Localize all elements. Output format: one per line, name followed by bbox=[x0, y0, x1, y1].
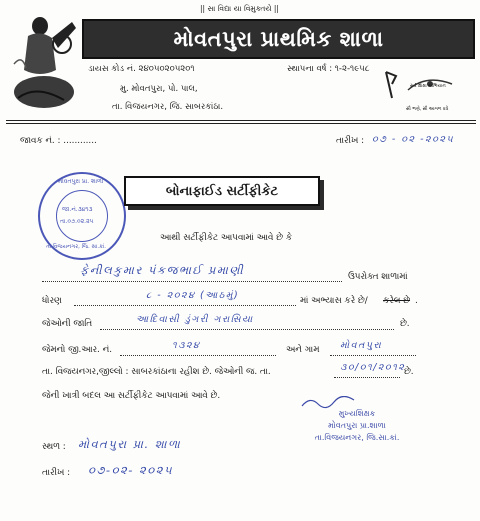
stamp-inner-ring bbox=[56, 190, 108, 242]
studying-suffix-b: કરેલ છે bbox=[383, 296, 411, 306]
signature-title: મુખ્યશિક્ષક bbox=[338, 409, 376, 418]
studying-suffix-a: માં અભ્યાસ કરે છે/ bbox=[300, 296, 368, 306]
header-rule bbox=[6, 120, 476, 121]
studying-suffix-c: . bbox=[415, 296, 418, 306]
ssa-text-2: સૌ ભણે, સૌ આગળ વધે bbox=[406, 107, 449, 112]
gr-label: જેમનો જી.આર. નં. bbox=[42, 345, 112, 355]
name-dots bbox=[42, 281, 342, 282]
gr-dots bbox=[120, 355, 276, 356]
date-label-top: તારીખ : bbox=[336, 136, 365, 146]
dob-dots bbox=[334, 377, 400, 378]
signature-school: મોવતપુરા પ્રા.શાળા bbox=[328, 421, 386, 430]
village-value: મોવતપુરા bbox=[340, 340, 383, 351]
address-line-2: તા. વિજયનગર, જિ. સાબરકાંઠા. bbox=[112, 102, 224, 112]
place-label: સ્થળ : bbox=[42, 442, 66, 452]
ssa-text-1: સર્વ શિક્ષા અભિયાન bbox=[410, 84, 446, 89]
ssa-logo bbox=[380, 70, 472, 114]
stamp-ring-bottom: તા.વિજયનગર, જિ. સા.કાં. bbox=[46, 244, 107, 250]
closing-line: જેની ખાત્રી બદલ આ સર્ટીફીકેટ આપવામાં આવે છે. bbox=[42, 391, 221, 401]
taluka-line: તા. વિજયનગર,જીલ્લો : સાબરકાંઠાના રહીશ છે. જેઓની જ. તા. bbox=[42, 367, 271, 377]
header-rule-thin bbox=[6, 123, 476, 124]
place-value: મોવતપુરા પ્રા. શાળા bbox=[78, 437, 182, 451]
certificate-intro: આથી સર્ટીફીકેટ આપવામાં આવે છે કે bbox=[160, 233, 292, 243]
signature-block bbox=[282, 408, 432, 444]
stamp-inner-line-1: જા.નં.૩૪૧૩ bbox=[62, 206, 93, 213]
student-name: ફેનીલકુમાર પંકજભાઈ પ્રમાણી bbox=[80, 263, 245, 277]
caste-suffix: છે. bbox=[400, 319, 410, 329]
standard-label: ધોરણ bbox=[42, 296, 62, 306]
stamp-inner-line-2: તા.૦૭.૦૨.૨૫ bbox=[60, 218, 94, 225]
caste-dots bbox=[100, 329, 394, 330]
village-label: અને ગામ bbox=[286, 345, 320, 355]
school-name-banner: મોવતપુરા પ્રાથમિક શાળા bbox=[82, 19, 475, 59]
caste-value: આદિવાસી ડુંગરી ગરાસિયા bbox=[136, 314, 254, 325]
standard-dots bbox=[74, 305, 296, 306]
footer-date-value: ૦૭-૦૨- ૨૦૨૫ bbox=[88, 463, 174, 477]
dob-suffix: છે. bbox=[404, 367, 414, 377]
dise-code: ડાયસ કોડ નં. ૨૪૦૫૦૨૦૫૨૦૧ bbox=[88, 64, 195, 74]
date-value-top: ૦૭ - ૦૨ -૨૦૨૫ bbox=[372, 134, 455, 145]
stamp-ring-text: મોવતપુરા પ્રા. શાળા bbox=[58, 178, 104, 185]
school-suffix: ઉપરોક્ત શાળામાં bbox=[348, 272, 408, 282]
school-motto: || સા વિદ્યા યા વિમુક્તયે || bbox=[200, 4, 279, 13]
established-year: સ્થાપના વર્ષ : ૧-૨-૧૯૫૮ bbox=[287, 64, 370, 74]
school-stamp bbox=[38, 172, 126, 260]
footer-date-label: તારીખ : bbox=[42, 468, 71, 478]
village-dots bbox=[330, 355, 416, 356]
gr-value: ૧૩૨૪ bbox=[172, 340, 201, 351]
dob-value: ૩૦/૦૧/૨૦૧૨ bbox=[340, 362, 406, 373]
caste-label: જેઓની જાતિ bbox=[42, 319, 93, 329]
standard-value: ૮ - ૨૦૨૪ (આઠમું) bbox=[146, 290, 240, 301]
saraswati-logo-icon bbox=[6, 4, 82, 112]
address-line-1: મુ. મોવતપુરા, પો. પાલ, bbox=[120, 84, 198, 94]
signature-address: તા.વિજયનગર, જિ.સા.કાં. bbox=[314, 433, 400, 442]
certificate-title: બોનાફાઈડ સર્ટીફીકેટ bbox=[124, 176, 320, 206]
outward-number: જાવક નં. : ............ bbox=[20, 136, 97, 146]
